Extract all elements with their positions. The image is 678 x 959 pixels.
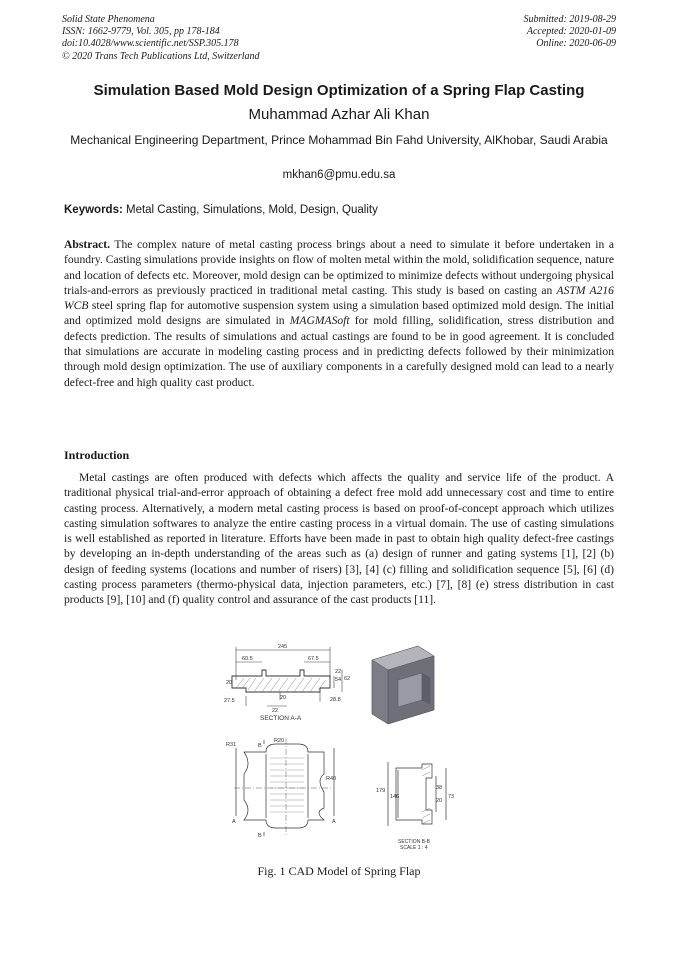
- dim-146: 146: [390, 794, 400, 800]
- dim-60-5: 60.5: [242, 656, 253, 662]
- journal-info: [62, 14, 260, 63]
- affiliation: Mechanical Engineering Department, Prince Mohammad Bin Fahd University, AlKhobar, Saudi Arabia: [70, 133, 608, 147]
- section-b-top: B: [258, 743, 262, 749]
- dates-info: [524, 14, 617, 51]
- radius-r31: R31: [226, 742, 237, 748]
- radius-r40: R40: [326, 776, 337, 782]
- abstract-text-3: for mold filling, solidification, stress distribution and defects prediction. The results of simulations and actual castings are found to be in good agreement. It is concluded that simulations are accurate in modeling casting process and in predicting defects followed by their minimization through mold design optimization. The use of auxiliary components in a carefully designed mold can lead to a nearly defect-free and high quality cast product.: [64, 314, 614, 389]
- author-email[interactable]: mkhan6@pmu.edu.sa: [282, 169, 396, 181]
- dim-38: 38: [436, 785, 443, 791]
- cad-figure: [222, 640, 468, 866]
- online-date: Online: 2020-06-09: [536, 38, 616, 50]
- dim-73: 73: [448, 794, 455, 800]
- dim-179: 179: [376, 788, 386, 794]
- figure-caption: Fig. 1 CAD Model of Spring Flap: [257, 864, 421, 878]
- abstract-text-1: The complex nature of metal casting process brings about a need to simulate it before undertaken in a foundry. Casting simulations provide insights on flow of molten metal within the mold, solidification sequence, nature and location of defects etc. Moreover, mold design can be optimized to minimize defects without undergoing physical trials-and-errors as previously practiced in traditional metal casting. This study is based on casting an: [64, 238, 614, 297]
- keywords-text: Metal Casting, Simulations, Mold, Design, Quality: [122, 204, 378, 216]
- dim-20-side: 20: [436, 798, 443, 804]
- abstract-label: Abstract.: [64, 238, 111, 251]
- section-aa-label: SECTION A-A: [260, 715, 302, 722]
- journal-name: Solid State Phenomena: [62, 14, 155, 25]
- issn-line: ISSN: 1662-9779, Vol. 305, pp 178-184: [62, 26, 220, 38]
- submitted-date: Submitted: 2019-08-29: [523, 14, 616, 25]
- section-a-left: A: [232, 819, 236, 825]
- scale-label: SCALE 1 : 4: [400, 845, 428, 851]
- dim-22-bottom: 22: [272, 708, 279, 714]
- dim-28-8: 28.8: [330, 697, 341, 703]
- front-view-drawing: [234, 738, 337, 836]
- copyright-line: © 2020 Trans Tech Publications Ltd, Switzerland: [62, 50, 260, 62]
- doi-line: doi:10.4028/www.scientific.net/SSP.305.178: [62, 38, 239, 50]
- dim-20-left: 20: [226, 680, 233, 686]
- dim-22-right: 22: [335, 669, 342, 675]
- keywords-label: Keywords:: [64, 204, 123, 216]
- section-bb-label: SECTION B-B: [398, 839, 430, 845]
- paper-title: Simulation Based Mold Design Optimization of a Spring Flap Casting: [93, 82, 585, 99]
- introduction-text: Metal castings are often produced with defects which affects the quality and service life of the product. A traditional physical trial-and-error approach of obtaining a defect free mold add unnecessary cost and time to entire casting process. Alternatively, a modern metal casting process is based on proof-of-concept approach which utilizes casting simulation softwares to analyze the entire casting process in a virtual domain. The use of casting simulations is well established as reported in literature. Efforts have been made in past to obtain high quality defect-free castings by developing an in-depth understanding of the areas such as (a) design of runner and gating systems [1], [2] (b) design of feeding systems (locations and number of risers) [3], [4] (c) filling and solidification sequence [5], [6] (d) casting process parameters (thermo-physical data, injection parameters, etc.) [7], [8] (e) stress distribution in cast products [9], [10] and (f) quality control and assurance of the cast products [11].: [64, 471, 614, 607]
- software-name: MAGMASoft: [289, 314, 350, 328]
- radius-r20: R20: [274, 738, 285, 744]
- keywords-line: [64, 204, 378, 216]
- abstract-text-2: steel spring flap for automotive suspension system using a simulation based optimized mold design. The initial and optimized mold designs are simulated in: [64, 299, 614, 328]
- accepted-date: Accepted: 2020-01-09: [526, 26, 616, 38]
- dim-20-mid: 20: [280, 695, 287, 701]
- section-a-right: A: [332, 819, 336, 825]
- isometric-render: [372, 646, 434, 724]
- material-name: ASTM A216 WCB: [64, 283, 614, 313]
- dim-54: 54: [335, 677, 342, 683]
- introduction-heading: Introduction: [64, 448, 130, 462]
- section-b-bottom: B: [258, 833, 262, 839]
- dim-62: 62: [344, 676, 351, 682]
- dim-27-5: 27.5: [224, 698, 235, 704]
- abstract: [64, 237, 614, 390]
- dim-245: 245: [278, 644, 288, 650]
- author-name: Muhammad Azhar Ali Khan: [248, 106, 430, 123]
- dim-67-5: 67.5: [308, 656, 319, 662]
